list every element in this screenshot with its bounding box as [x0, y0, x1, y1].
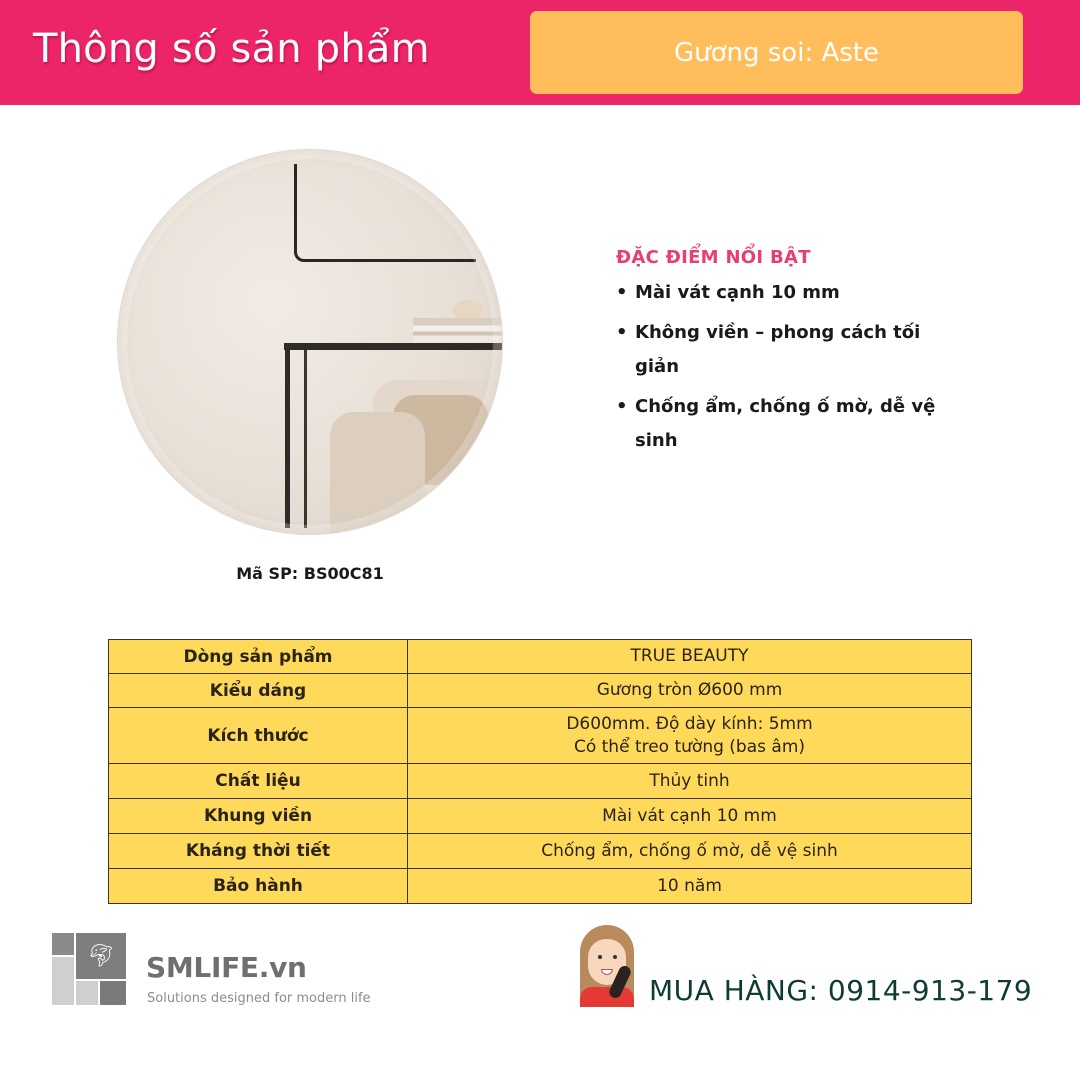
product-name: Gương soi: Aste — [673, 37, 879, 68]
agent-eye — [598, 955, 602, 959]
brand-tagline: Solutions designed for modern life — [147, 991, 371, 1006]
product-sku: Mã SP: BS00C81 — [236, 564, 384, 583]
feature-item: • Không viền – phong cách tối giản — [616, 316, 946, 384]
table-row — [109, 674, 972, 708]
spec-value — [408, 708, 972, 764]
logo-block — [52, 933, 74, 955]
table-row — [109, 799, 972, 834]
logo-block — [100, 981, 126, 1005]
features-title: ĐẶC ĐIỂM NỔI BẬT — [616, 247, 811, 268]
logo-block — [76, 981, 98, 1005]
brand-name: SMLIFE.vn — [146, 951, 307, 984]
page-title: Thông số sản phẩm — [33, 26, 430, 72]
spec-value-line: Có thể treo tường (bas âm) — [573, 736, 806, 757]
spec-value: Thủy tinh — [408, 764, 972, 799]
spec-table — [108, 639, 972, 904]
spec-label: Dòng sản phẩm — [109, 640, 408, 674]
dolphin-icon: 🐬︎ — [76, 933, 126, 979]
spec-label: Bảo hành — [109, 869, 408, 904]
header-banner — [0, 0, 1080, 105]
spec-value: Chống ẩm, chống ố mờ, dễ vệ sinh — [408, 834, 972, 869]
agent-eye — [613, 955, 617, 959]
feature-item: • Mài vát cạnh 10 mm — [616, 276, 946, 310]
spec-label: Kích thước — [109, 708, 408, 764]
logo-block — [52, 957, 74, 1005]
table-row — [109, 640, 972, 674]
product-image — [118, 150, 502, 534]
table-row — [109, 764, 972, 799]
spec-value: 10 năm — [408, 869, 972, 904]
spec-label: Kháng thời tiết — [109, 834, 408, 869]
purchase-hotline[interactable] — [578, 925, 1033, 1010]
spec-value: Gương tròn Ø600 mm — [408, 674, 972, 708]
spec-label: Khung viền — [109, 799, 408, 834]
feature-item: • Chống ẩm, chống ố mờ, dễ vệ sinh — [616, 390, 946, 458]
spec-value-line: D600mm. Độ dày kính: 5mm — [566, 713, 813, 734]
table-row — [109, 834, 972, 869]
spec-value: TRUE BEAUTY — [408, 640, 972, 674]
smlife-logo[interactable] — [52, 933, 392, 1013]
hotline-text[interactable]: MUA HÀNG: 0914-913-179 — [649, 974, 1033, 1007]
table-row — [109, 869, 972, 904]
mirror-bevel-edge — [118, 150, 502, 534]
features-list — [616, 276, 946, 458]
agent-shirt — [580, 987, 634, 1007]
features-section — [616, 247, 946, 464]
product-name-badge — [530, 11, 1023, 94]
spec-label: Chất liệu — [109, 764, 408, 799]
spec-value: Mài vát cạnh 10 mm — [408, 799, 972, 834]
customer-service-agent-icon — [578, 925, 636, 1007]
table-row — [109, 708, 972, 764]
spec-label: Kiểu dáng — [109, 674, 408, 708]
